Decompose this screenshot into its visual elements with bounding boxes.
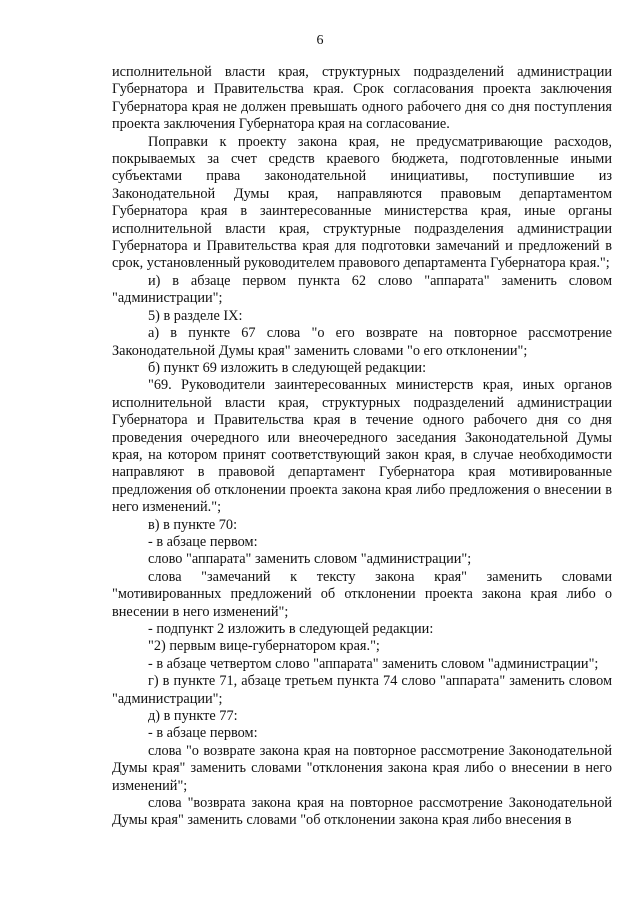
paragraph: "69. Руководители заинтересованных министерств края, иных органов исполнительной власти края, структурных подразделений администрации Губернатора и Правительства края в течение одного рабочего дня со дня проведения очередного или внеочередного заседания Законодательной Думы края, на котором принят соответствующий закон края, в случае необходимости направляют в правовой департамент Губернатора края мотивированные предложения об отклонении проекта закона края либо предложения о внесении в него изменений."; [112,377,612,516]
paragraph: в) в пункте 70: [148,516,238,533]
paragraph: слова "возврата закона края на повторное рассмотрение Законодательной Думы края" заменить словами "об отклонении закона края либо внесения в [112,795,612,829]
paragraph: - в абзаце первом: [148,725,258,742]
paragraph: "2) первым вице-губернатором края."; [148,638,380,655]
paragraph: и) в абзаце первом пункта 62 слово "аппарата" заменить словом "администрации"; [112,272,612,307]
paragraph: Поправки к проекту закона края, не предусматривающие расходов, покрываемых за счет средств краевого бюджета, подготовленные иными субъектами права законодательной инициативы, поступившие из Законодательной Думы края, направляются правовым департаментом Губернатора края в заинтересованные министерства края, иные органы исполнительной власти края, структурные подразделения администрации Губернатора и Правительства края для подготовки замечаний и предложений в срок, установленный руководителем правового департамента Губернатора края."; [112,133,612,272]
paragraph: слово "аппарата" заменить словом "администрации"; [148,551,472,568]
paragraph: - подпункт 2 изложить в следующей редакции: [148,621,434,637]
paragraph: исполнительной власти края, структурных подразделений администрации Губернатора и Правительства края. Срок согласования проекта заключения Губернатора края не должен превышать одного рабочего дня со дня поступления проекта заключения Губернатора края на согласование. [112,64,612,133]
paragraph: а) в пункте 67 слова "о его возврате на повторное рассмотрение Законодательной Думы края" заменить словами "о его отклонении"; [112,325,612,359]
paragraph: - в абзаце первом: [148,533,258,550]
paragraph: г) в пункте 71, абзаце третьем пункта 74 слово "аппарата" заменить словом "администрации"; [112,673,612,707]
document-body [112,64,612,830]
paragraph: б) пункт 69 изложить в следующей редакции: [148,359,427,376]
page-number: 6 [316,33,324,48]
paragraph: слова "замечаний к тексту закона края" заменить словами "мотивированных предложений об отклонении проекта закона края либо о внесении в него изменений"; [112,568,612,620]
paragraph: - в абзаце четвертом слово "аппарата" заменить словом "администрации"; [148,655,599,672]
paragraph: д) в пункте 77: [148,708,238,725]
paragraph: 5) в разделе IX: [148,307,243,324]
paragraph: слова "о возврате закона края на повторное рассмотрение Законодательной Думы края" заменить словами "отклонения закона края либо о внесении в него изменений"; [112,742,612,794]
